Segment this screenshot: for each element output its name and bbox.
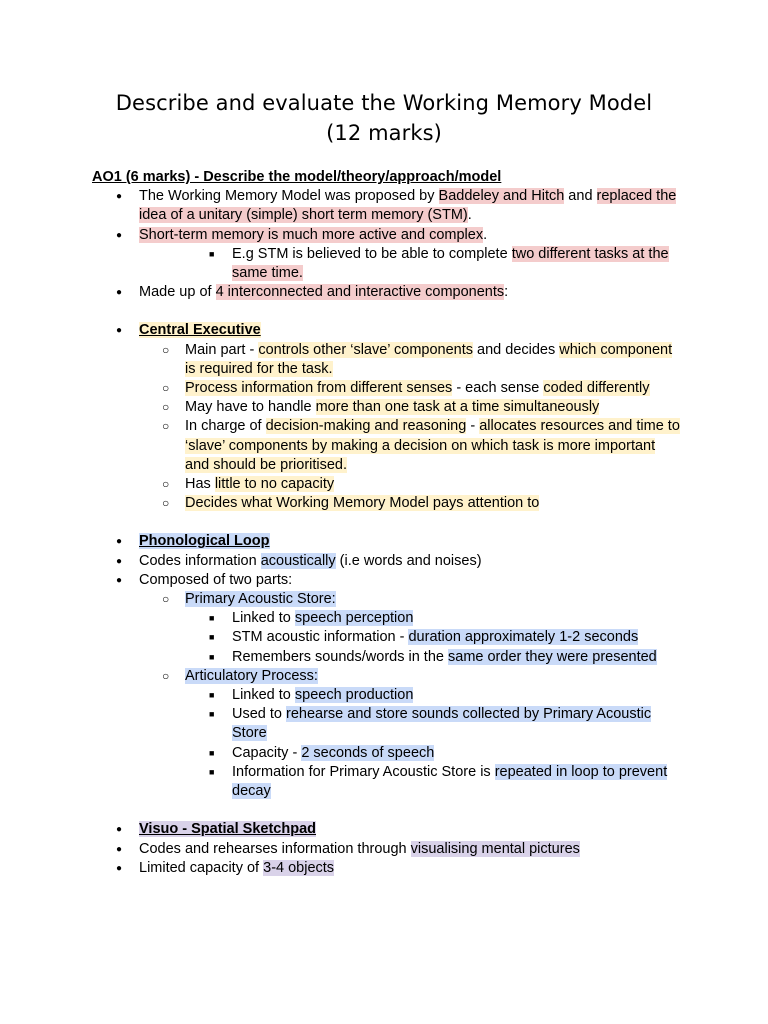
bullet-icon xyxy=(116,859,122,878)
title-line-2: (12 marks) xyxy=(326,121,442,145)
circle-bullet-icon xyxy=(162,590,169,610)
list-item: ○ Decides what Working Memory Model pays attention to xyxy=(92,494,682,513)
bullet-icon xyxy=(116,283,122,302)
bullet-icon xyxy=(116,820,122,839)
circle-bullet-icon xyxy=(162,398,169,418)
bullet-icon xyxy=(116,532,122,551)
bullet-icon xyxy=(116,840,122,859)
square-bullet-icon xyxy=(209,245,214,264)
list-item: ● Codes information acoustically (i.e words and noises) xyxy=(92,552,682,571)
list-item: ■ Linked to speech production xyxy=(92,686,682,705)
bullet-icon xyxy=(116,226,122,245)
list-item: ● Made up of 4 interconnected and interactive components: xyxy=(92,283,682,302)
circle-bullet-icon xyxy=(162,667,169,687)
circle-bullet-icon xyxy=(162,341,169,361)
list-item: ■ Information for Primary Acoustic Store is repeated in loop to prevent decay xyxy=(92,763,682,801)
section-heading-item xyxy=(92,820,682,839)
visuo-spatial-heading: Visuo - Spatial Sketchpad xyxy=(139,821,317,838)
intro-list xyxy=(92,187,682,302)
circle-bullet-icon xyxy=(162,494,169,514)
square-bullet-icon xyxy=(209,628,214,647)
square-bullet-icon xyxy=(209,744,214,763)
title-line-1: Describe and evaluate the Working Memory Model xyxy=(115,91,653,115)
central-executive-section xyxy=(92,321,682,513)
bullet-icon xyxy=(116,187,122,206)
list-item: ○ May have to handle more than one task at a time simultaneously xyxy=(92,398,682,417)
list-item: ● Limited capacity of 3-4 objects xyxy=(92,859,682,878)
page-title xyxy=(0,88,768,148)
list-item: ○ In charge of decision-making and reasoning - allocates resources and time to ‘slave’ components by making a decision on which task is more important and should be prioritised. xyxy=(92,417,682,475)
square-bullet-icon xyxy=(209,763,214,782)
list-item: ● Short-term memory is much more active and complex. xyxy=(92,226,682,245)
phonological-loop-heading: Phonological Loop xyxy=(139,533,270,550)
list-item: ■ STM acoustic information - duration approximately 1-2 seconds xyxy=(92,628,682,647)
bullet-icon xyxy=(116,552,122,571)
list-item: ○ Has little to no capacity xyxy=(92,475,682,494)
list-item: ■ Capacity - 2 seconds of speech xyxy=(92,744,682,763)
phonological-loop-section xyxy=(92,532,682,801)
circle-bullet-icon xyxy=(162,417,169,437)
section-heading-item xyxy=(92,532,682,551)
document-body xyxy=(92,168,682,878)
ao1-heading: AO1 (6 marks) - Describe the model/theory/approach/model xyxy=(92,169,502,185)
square-bullet-icon xyxy=(209,686,214,705)
square-bullet-icon xyxy=(209,609,214,628)
list-item: ● Codes and rehearses information through visualising mental pictures xyxy=(92,840,682,859)
list-item: ● The Working Memory Model was proposed by Baddeley and Hitch and replaced the idea of a unitary (simple) short term memory (STM). xyxy=(92,187,682,225)
list-item: ○ Articulatory Process: xyxy=(92,667,682,686)
list-item: ○ Primary Acoustic Store: xyxy=(92,590,682,609)
visuo-spatial-section xyxy=(92,820,682,878)
central-executive-heading: Central Executive xyxy=(139,322,261,339)
square-bullet-icon xyxy=(209,648,214,667)
section-heading-item xyxy=(92,321,682,340)
list-item: ○ Process information from different senses - each sense coded differently xyxy=(92,379,682,398)
square-bullet-icon xyxy=(209,705,214,724)
list-item: ● Composed of two parts: xyxy=(92,571,682,590)
bullet-icon xyxy=(116,321,122,340)
list-item: ■ Remembers sounds/words in the same order they were presented xyxy=(92,648,682,667)
list-item: ■ Linked to speech perception xyxy=(92,609,682,628)
list-item: ○ Main part - controls other ‘slave’ components and decides which component is required for the task. xyxy=(92,341,682,379)
list-item: ■ Used to rehearse and store sounds collected by Primary Acoustic Store xyxy=(92,705,682,743)
circle-bullet-icon xyxy=(162,475,169,495)
bullet-icon xyxy=(116,571,122,590)
list-item: ■ E.g STM is believed to be able to complete two different tasks at the same time. xyxy=(92,245,682,283)
circle-bullet-icon xyxy=(162,379,169,399)
